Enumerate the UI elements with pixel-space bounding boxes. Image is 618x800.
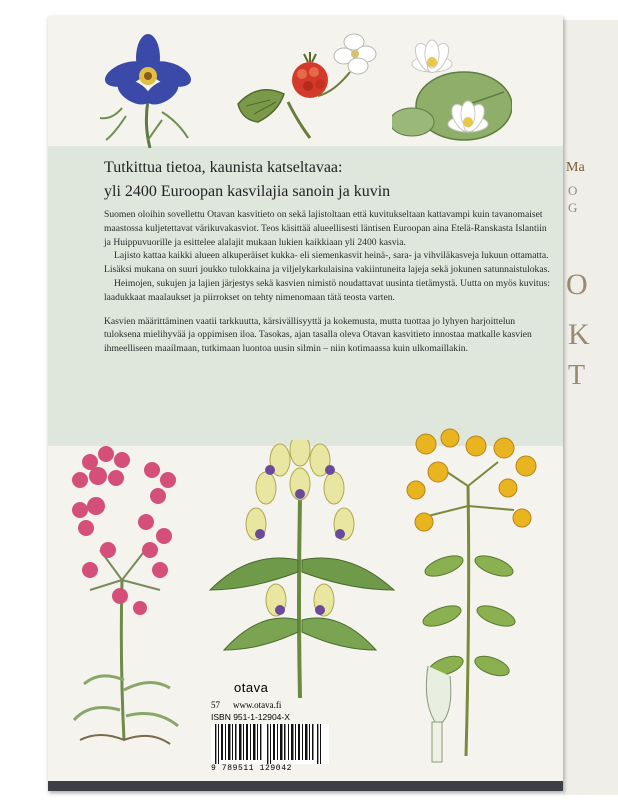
st-johns-wort-illustration xyxy=(398,426,548,766)
spine-letter-6: T xyxy=(568,360,586,391)
isbn: ISBN 951-1-12904-X xyxy=(211,712,290,722)
paragraph-2: Lajisto kattaa kaikki alueen alkuperäiset kukka- eli siemenkasvit heinä-, sara- ja vihviläkasveja lukuun ottamatta. Lisäksi mukana on suuri joukko tulokkaina ja viljelykarkulaisina vakiintuneita lajeja sekä jokunen satunnaistulokas. xyxy=(104,250,550,276)
headline xyxy=(104,156,544,204)
spine-letter-5: K xyxy=(568,318,590,351)
cloudberry-illustration xyxy=(218,32,378,142)
red-valerian-illustration xyxy=(60,440,200,760)
spine-letter-4: O xyxy=(566,268,588,301)
pasqueflower-illustration xyxy=(92,30,202,150)
class-number: 57 xyxy=(211,700,220,710)
spine-letter-1: Ma xyxy=(566,160,585,175)
hemp-nettle-illustration xyxy=(200,440,400,700)
book-bottom-edge xyxy=(48,781,563,791)
water-lily-illustration xyxy=(392,36,512,146)
description-text xyxy=(104,208,554,356)
paragraph-3: Heimojen, sukujen ja lajien järjestys sekä kasvien nimistö noudattavat uusinta tietämystä. Uutta on myös kuvitus: laadukkaat maalaukset ja piirrokset on tehty nimenomaan tätä teosta varten. xyxy=(104,277,550,303)
spine-letter-3: G xyxy=(568,200,578,215)
paragraph-4: Kasvien määrittäminen vaatii tarkkuutta, kärsivällisyyttä ja kokemusta, mutta tuottaa jo lyhyen harjoittelun tuloksena mielihyvää ja oppimisen iloa. Tasokas, ajan tasalla oleva Otavan kasvitieto innostaa matkalle kasvien ihmeelliseen maailmaan, tutkimaan luontoa uusin silmin – niin kotimaassa kuin ulkomaillakin. xyxy=(104,315,532,355)
headline-line-2: yli 2400 Euroopan kasvilajia sanoin ja kuvin xyxy=(104,183,391,200)
spine-edge xyxy=(563,20,618,795)
paragraph-1: Suomen oloihin sovellettu Otavan kasvitieto on sekä lajistoltaan että kuvitukseltaan kattavampi kuin tavanomaiset maastossa kuljetettavat värikuvakasviot. Teos käsittää alueellisesti läntisen Euroopan aina Etelä-Ranskasta Islantiin ja Huippuvuorille ja esittelee alalajit mukaan lukien kaikkiaan yli 2400 kasvia. xyxy=(104,209,547,248)
spine-letter-2: O xyxy=(568,183,578,198)
barcode-number: 9 789511 129042 xyxy=(211,764,293,773)
barcode xyxy=(211,724,329,764)
publisher-url: www.otava.fi xyxy=(233,700,282,710)
headline-line-1: Tutkittua tietoa, kaunista katseltavaa: xyxy=(104,159,343,176)
publisher-logo: otava xyxy=(234,680,269,695)
